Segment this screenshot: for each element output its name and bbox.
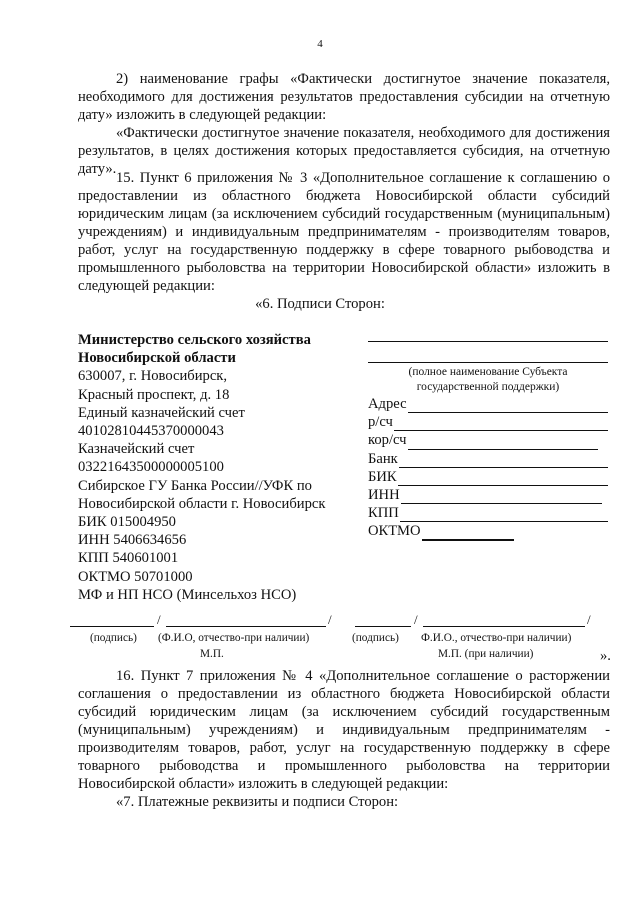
field-label: КПП bbox=[368, 505, 399, 522]
field-fill-line bbox=[408, 436, 598, 450]
section-6-title: «6. Подписи Сторон: bbox=[255, 296, 385, 312]
ministry-line: ИНН 5406634656 bbox=[78, 532, 187, 549]
field-fill-line bbox=[408, 399, 608, 413]
field-bik bbox=[368, 468, 608, 486]
closing-quote: ». bbox=[600, 648, 611, 664]
ministry-line: 630007, г. Новосибирск, bbox=[78, 368, 228, 385]
ministry-line: КПП 540601001 bbox=[78, 550, 179, 567]
field-oktmo bbox=[368, 522, 608, 540]
ministry-name-line2: Новосибирской области bbox=[78, 350, 236, 367]
left-sign-caption: (подпись) bbox=[90, 632, 137, 644]
ministry-line: 03221643500000005100 bbox=[78, 459, 224, 476]
field-label: кор/сч bbox=[368, 432, 407, 449]
right-mp-caption: М.П. (при наличии) bbox=[438, 648, 534, 660]
left-fio-line bbox=[166, 626, 326, 627]
field-label: Банк bbox=[368, 450, 398, 467]
field-kpp bbox=[368, 504, 608, 522]
field-fill-line bbox=[399, 454, 608, 468]
right-fio-line bbox=[423, 626, 585, 627]
field-bank bbox=[368, 450, 608, 468]
ministry-line: Единый казначейский счет bbox=[78, 404, 245, 421]
ministry-line: МФ и НП НСО (Минсельхоз НСО) bbox=[78, 586, 297, 603]
field-label: р/сч bbox=[368, 414, 393, 431]
subject-name-line-2 bbox=[368, 348, 608, 363]
field-fill-line bbox=[394, 417, 608, 431]
field-label: ОКТМО bbox=[368, 523, 421, 540]
field-inn bbox=[368, 486, 608, 504]
field-fill-line bbox=[401, 490, 602, 504]
field-account bbox=[368, 413, 608, 431]
field-address bbox=[368, 395, 608, 413]
field-label: ИНН bbox=[368, 486, 400, 503]
paragraph-15: 15. Пункт 6 приложения № 3 «Дополнительное соглашение к соглашению о предоставлении из областного бюджета Новосибирской области субсидий юридическим лицам (за исключением субсидий государственным (муниципальным) учреждениям) и индивидуальным предпринимателям - производителям товаров, работ, услуг на государственную поддержку в сфере товарного рыбоводства и промышленного рыболовства на территории Новосибирской области» изложить в следующей редакции: bbox=[78, 170, 610, 294]
right-sign-caption: (подпись) bbox=[352, 632, 399, 644]
left-slash-2: / bbox=[328, 612, 332, 627]
left-signature-line bbox=[70, 626, 154, 627]
right-signature-line bbox=[355, 626, 411, 627]
left-slash-1: / bbox=[157, 612, 161, 627]
field-fill-line bbox=[398, 472, 608, 486]
right-slash-2: / bbox=[587, 612, 591, 627]
paragraph-2-quote: «Фактически достигнутое значение показателя, необходимого для достижения результатов, в целях достижения которых предоставляется субсидия, на отчетную дату». bbox=[78, 125, 610, 177]
field-label: БИК bbox=[368, 468, 397, 485]
field-label: Адрес bbox=[368, 395, 407, 412]
section-7-title: «7. Платежные реквизиты и подписи Сторон: bbox=[116, 794, 399, 810]
field-corr-account bbox=[368, 431, 608, 449]
ministry-line: 40102810445370000043 bbox=[78, 423, 224, 440]
page-number: 4 bbox=[317, 38, 323, 50]
subject-name-line-1 bbox=[368, 327, 608, 342]
paragraph-16: 16. Пункт 7 приложения № 4 «Дополнительное соглашение о расторжении соглашения о предоставлении из областного бюджета Новосибирской области субсидий юридическим лицам (за исключением субсидий государственным (муниципальным) учреждениям) и индивидуальным предпринимателям - производителям товаров, работ, услуг на государственную поддержку в сфере товарного рыбоводства и промышленного рыболовства на территории Новосибирской области» изложить в следующей редакции: bbox=[78, 668, 610, 792]
paragraph-2: 2) наименование графы «Фактически достигнутое значение показателя, необходимого для достижения результатов предоставления субсидии на отчетную дату» изложить в следующей редакции: bbox=[78, 71, 610, 123]
ministry-line: ОКТМО 50701000 bbox=[78, 568, 193, 585]
ministry-requisites bbox=[78, 331, 358, 604]
right-slash-1: / bbox=[414, 612, 418, 627]
ministry-name-line1: Министерство сельского хозяйства bbox=[78, 332, 311, 348]
ministry-line: Красный проспект, д. 18 bbox=[78, 386, 230, 403]
ministry-line: Сибирское ГУ Банка России//УФК по bbox=[78, 477, 312, 494]
ministry-line: БИК 015004950 bbox=[78, 514, 176, 531]
subject-requisites bbox=[368, 327, 608, 541]
ministry-line: Казначейский счет bbox=[78, 441, 195, 458]
ministry-line: Новосибирской области г. Новосибирск bbox=[78, 495, 326, 512]
field-fill-line bbox=[400, 508, 608, 522]
field-fill-line bbox=[422, 526, 514, 541]
subject-caption: (полное наименование Субъекта государственной поддержки) bbox=[408, 366, 568, 393]
right-fio-caption: Ф.И.О., отчество-при наличии) bbox=[421, 632, 572, 644]
left-mp-caption: М.П. bbox=[200, 648, 224, 660]
left-fio-caption: (Ф.И.О, отчество-при наличии) bbox=[158, 632, 310, 644]
